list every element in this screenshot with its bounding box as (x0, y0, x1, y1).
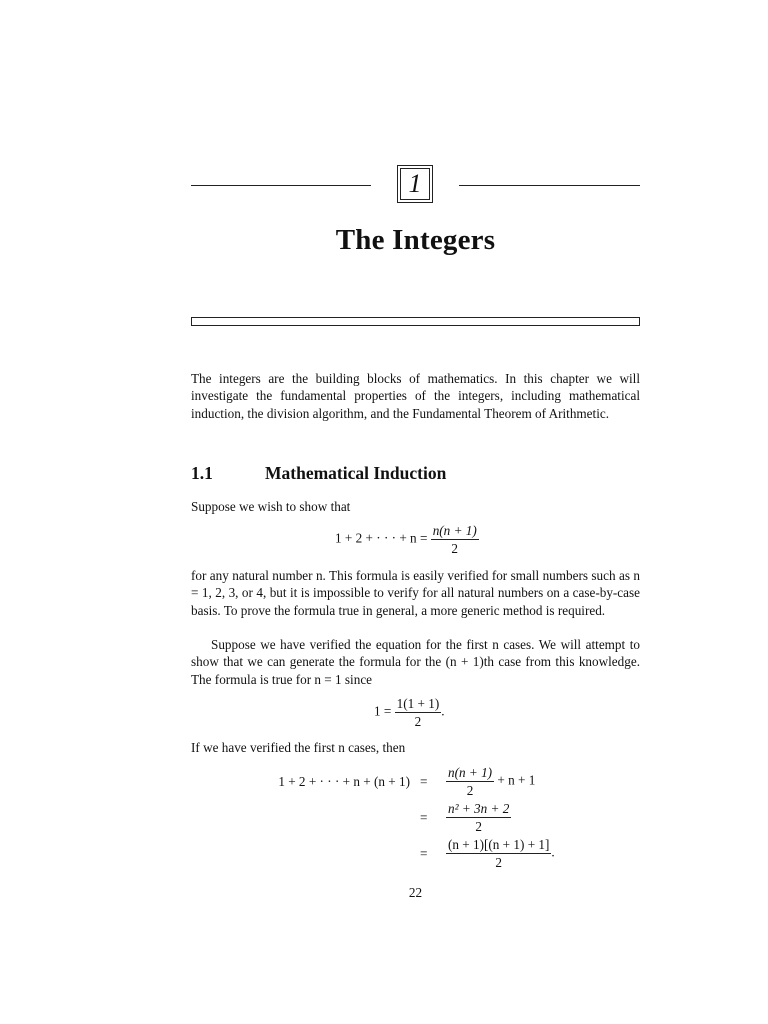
fraction-numerator: (n + 1)[(n + 1) + 1] (448, 837, 550, 852)
rhs-tail: + n + 1 (497, 772, 536, 788)
intro-paragraph: The integers are the building blocks of mathematics. In this chapter we will investigate the fundamental properties of the integers, including mathematical induction, the division algorithm, and the Fundamental Theorem of Arithmetic. (191, 371, 640, 421)
paragraph-verified: If we have verified the first n cases, then (191, 740, 406, 755)
paragraph-suppose: Suppose we wish to show that (191, 499, 351, 514)
paragraph-induction: Suppose we have verified the equation for the first n cases. We will attempt to show that we can generate the formula for the (n + 1)th case from this knowledge. The formula is true for n = 1 since (191, 637, 640, 687)
fraction (446, 837, 551, 870)
fraction-numerator: n(n + 1) (432, 523, 477, 538)
fraction-denominator: 2 (451, 541, 459, 556)
fraction-numerator: 1(1 + 1) (396, 696, 440, 711)
chapter-rule-left (191, 185, 371, 186)
chapter-title: The Integers (335, 224, 496, 256)
chapter-rule-right (459, 185, 640, 186)
section-title: Mathematical Induction (265, 463, 447, 483)
fraction-denominator: 2 (495, 855, 502, 870)
equation-lhs: 1 = (374, 703, 392, 719)
fraction (446, 801, 511, 834)
fraction (446, 765, 494, 798)
aligned-row (260, 801, 600, 837)
aligned-lhs: 1 + 2 + · · · + n + (n + 1) (278, 774, 410, 789)
equation-sum-formula (335, 523, 479, 556)
fraction-numerator: n² + 3n + 2 (448, 801, 510, 816)
fraction (431, 523, 479, 556)
fraction-denominator: 2 (475, 819, 482, 834)
equals-sign: = (420, 810, 428, 825)
chapter-number-box (397, 165, 433, 203)
aligned-row (260, 765, 600, 801)
aligned-row (260, 837, 600, 873)
section-heading (191, 463, 446, 484)
equation-lhs: 1 + 2 + · · · + n = (335, 530, 428, 546)
aligned-rhs (446, 765, 535, 798)
equation-period: . (551, 844, 555, 860)
chapter-title-bar (191, 317, 640, 326)
equation-base-case (374, 696, 445, 729)
fraction (395, 696, 445, 729)
fraction-numerator: n(n + 1) (448, 765, 493, 780)
fraction-denominator: 2 (466, 783, 474, 798)
paragraph-natural-numbers: for any natural number n. This formula is easily verified for small numbers such as n = 1, 2, 3, or 4, but it is impossible to verify for all natural numbers on a case-by-case basis. To prove the formula true in general, a more generic method is required. (191, 568, 640, 618)
fraction-denominator: 2 (414, 714, 422, 729)
equals-sign: = (420, 846, 428, 861)
chapter-number: 1 (400, 168, 430, 200)
section-number: 1.1 (191, 463, 213, 483)
equation-period: . (441, 703, 445, 719)
aligned-rhs (446, 801, 511, 834)
equals-sign: = (420, 774, 428, 789)
page-number: 22 (408, 885, 423, 900)
aligned-rhs (446, 837, 555, 870)
aligned-equations (260, 763, 600, 875)
